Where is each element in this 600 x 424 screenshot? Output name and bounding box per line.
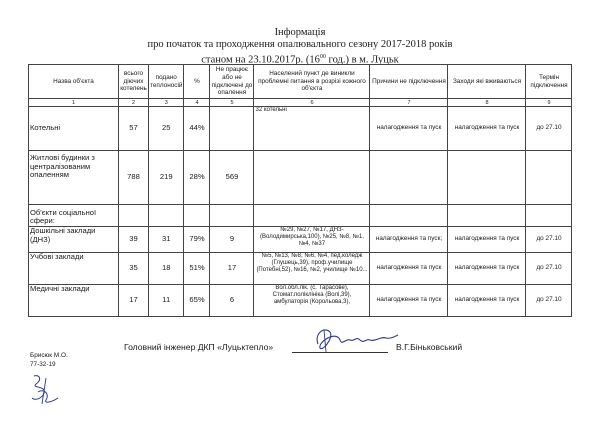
row-measures: налагодження та пуск (448, 285, 526, 317)
col-number: 2 (119, 99, 149, 107)
date-line-post: год.) в м. Луцьк (325, 54, 399, 66)
row-term: до 27.10 (526, 285, 572, 317)
row-supplied: 18 (149, 253, 184, 285)
date-line-pre: станом на 23.10.2017р. (16 (201, 54, 320, 66)
row-locations: №29, №27, №17, ДНЗ-(Володимирська,100), №25, №8, №1, №4, №37 (254, 227, 370, 253)
row-percent: 44% (184, 107, 210, 151)
executor-name: Брисюк М.О. (30, 352, 68, 359)
doc-title: Інформація (274, 27, 326, 38)
row-measures: налагодження та пуск (448, 227, 526, 253)
col-header-not-connected: Не працює або не підключені до опалення (210, 65, 254, 99)
date-line-sup: 00 (319, 54, 326, 60)
row-supplied: 31 (149, 227, 184, 253)
row-name: Учбові заклади (29, 253, 119, 285)
row-total (119, 205, 149, 227)
row-measures: налагодження та пуск (448, 107, 526, 151)
row-measures: налагодження та пуск (448, 253, 526, 285)
col-header-reasons: Причини не підключення (370, 65, 448, 99)
table-row (29, 205, 572, 227)
heating-report-table (28, 64, 572, 317)
row-reasons: налагодження та пуск; (370, 227, 448, 253)
row-reasons: налагодження та пуск (370, 253, 448, 285)
row-measures (448, 205, 526, 227)
row-term: до 27.10 (526, 107, 572, 151)
row-name: Об'єкти соціальної сфери: (29, 205, 119, 227)
col-header-term: Термін підключення (526, 65, 572, 99)
row-locations (254, 151, 370, 205)
col-number: 1 (29, 99, 119, 107)
row-total: 788 (119, 151, 149, 205)
col-header-locations: Населений пункт де виникли проблемні питання в розрізі кожного об'єкта (254, 65, 370, 99)
row-reasons (370, 205, 448, 227)
row-total: 39 (119, 227, 149, 253)
col-number: 5 (210, 99, 254, 107)
row-reasons (370, 151, 448, 205)
doc-subtitle: про початок та проходження опалювального сезону 2017-2018 років (147, 39, 453, 50)
col-number: 6 (254, 99, 370, 107)
row-locations: №5, №13, №8, №6, №4, пед.коледж (Глушець,39), проф.училище (Потебні,52), №16, №2, училище №10... (254, 253, 370, 285)
col-number: 9 (526, 99, 572, 107)
table-header-row (29, 65, 572, 99)
row-total: 35 (119, 253, 149, 285)
row-reasons: налагодження та пуск (370, 107, 448, 151)
row-not-connected: 9 (210, 227, 254, 253)
table-row (29, 151, 572, 205)
table-row (29, 227, 572, 253)
signatory-position: Головний інженер ДКП «Луцьктепло» (124, 342, 274, 352)
table-row (29, 253, 572, 285)
col-number: 8 (448, 99, 526, 107)
col-header-name: Назва об'єкта (29, 65, 119, 99)
executor-signature (28, 372, 62, 406)
row-not-connected: 17 (210, 253, 254, 285)
row-term (526, 151, 572, 205)
row-total: 17 (119, 285, 149, 317)
row-locations (254, 205, 370, 227)
row-not-connected: 6 (210, 285, 254, 317)
row-not-connected: 569 (210, 151, 254, 205)
row-percent (184, 205, 210, 227)
row-percent: 28% (184, 151, 210, 205)
row-not-connected (210, 107, 254, 151)
row-locations: Вол.обл.лік. (с. Тарасове), Стомат.поліклініка (Волі,39), амбулаторія (Корольова,3), (254, 285, 370, 317)
row-supplied: 219 (149, 151, 184, 205)
row-name: Дошкільні заклади (ДНЗ) (29, 227, 119, 253)
row-term: до 27.10 (526, 227, 572, 253)
row-supplied (149, 205, 184, 227)
row-term (526, 205, 572, 227)
executor-phone: 77-32-19 (30, 361, 56, 368)
col-header-measures: Заходи які вживаються (448, 65, 526, 99)
row-reasons: налагодження та пуск (370, 285, 448, 317)
col-header-total: всього діючих котелень (119, 65, 149, 99)
col-number: 3 (149, 99, 184, 107)
row-supplied: 11 (149, 285, 184, 317)
col-number: 4 (184, 99, 210, 107)
col-number: 7 (370, 99, 448, 107)
row-name: Житлові будинки з централізованим опаленням (29, 151, 119, 205)
row-percent: 79% (184, 227, 210, 253)
row-locations: 32 котельні (254, 107, 370, 151)
row-not-connected (210, 205, 254, 227)
row-total: 57 (119, 107, 149, 151)
signatory-name: В.Г.Біньковський (396, 342, 463, 352)
row-measures (448, 151, 526, 205)
row-term: до 27.10 (526, 253, 572, 285)
row-name: Котельні (29, 107, 119, 151)
col-header-percent: % (184, 65, 210, 99)
row-name: Медичні заклади (29, 285, 119, 317)
row-percent: 51% (184, 253, 210, 285)
column-number-row (29, 99, 572, 107)
row-percent: 65% (184, 285, 210, 317)
table-row (29, 107, 572, 151)
signature-line (292, 352, 388, 353)
row-supplied: 25 (149, 107, 184, 151)
col-header-supplied: подано теплоносій (149, 65, 184, 99)
table-row (29, 285, 572, 317)
